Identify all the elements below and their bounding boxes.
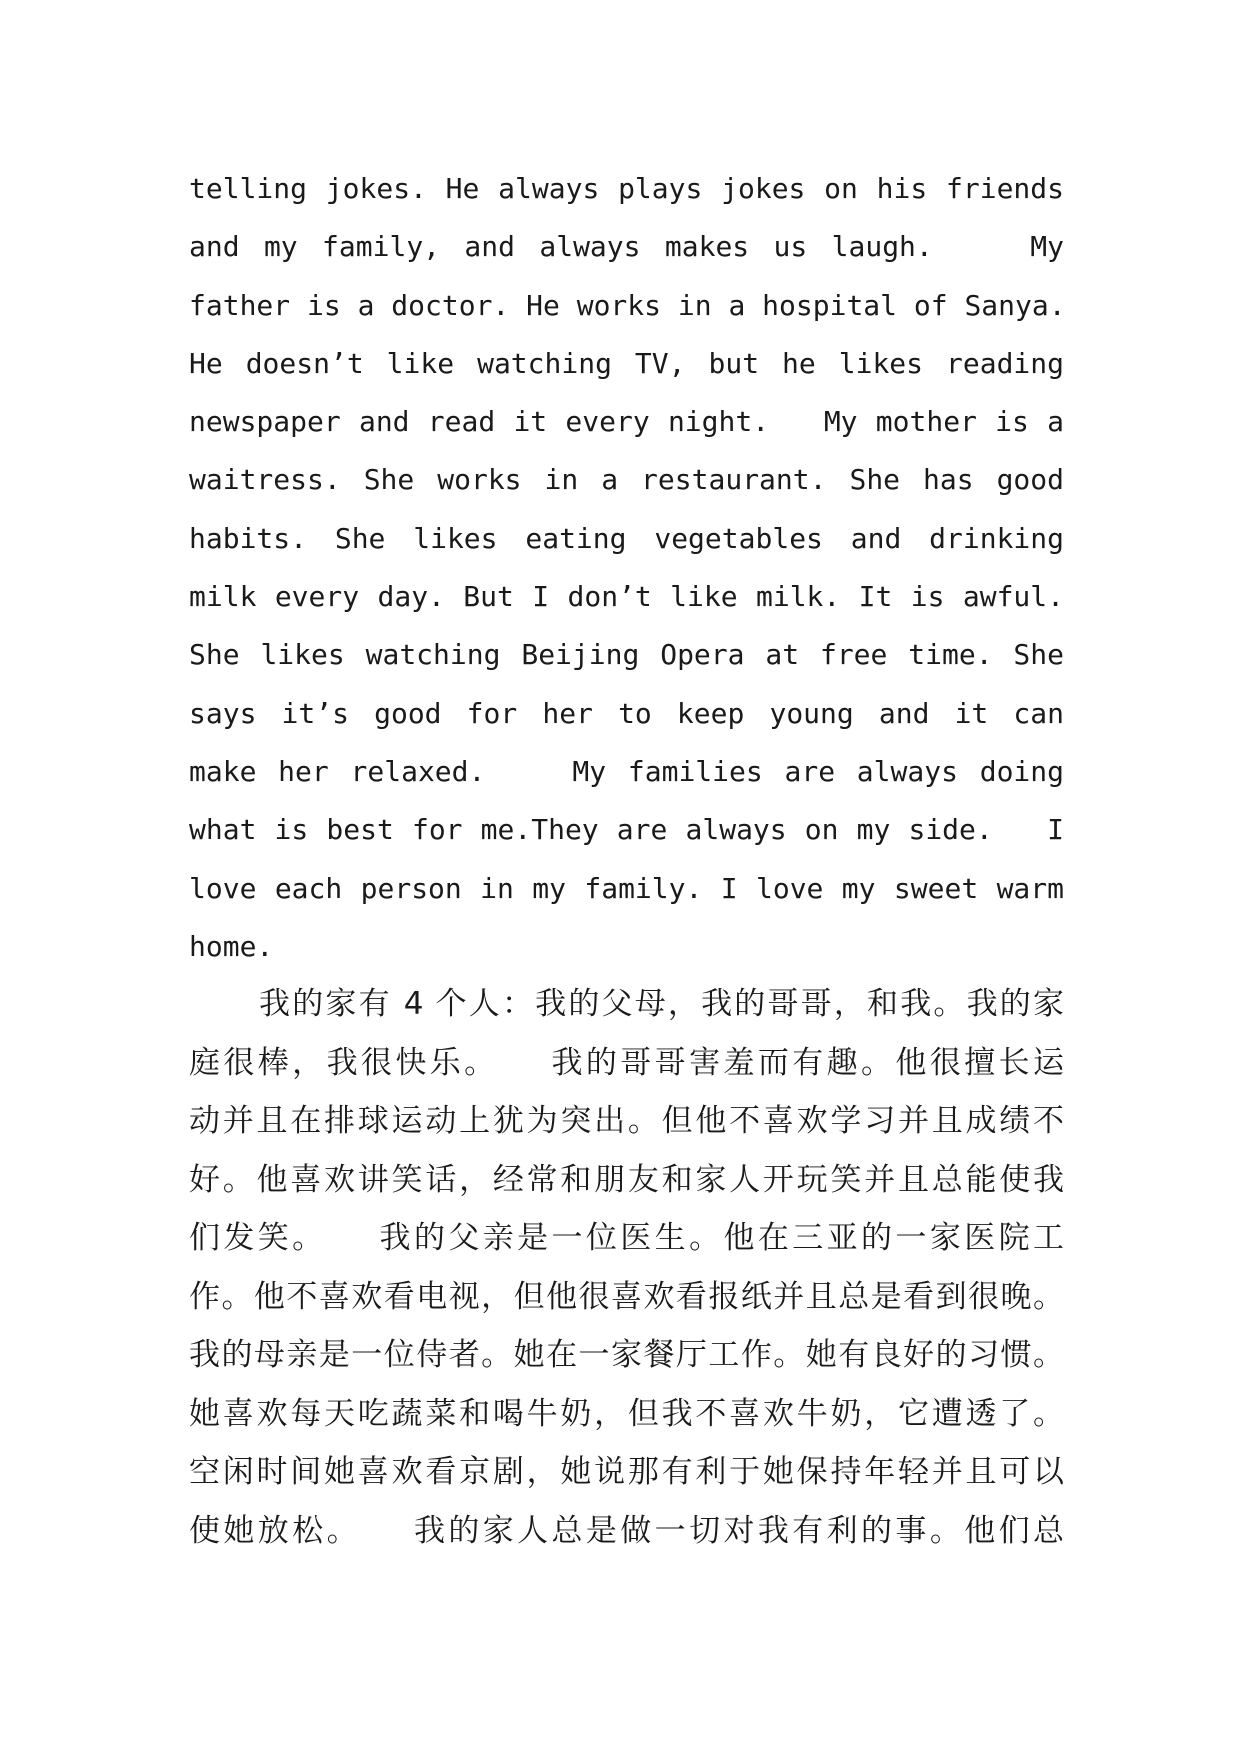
text-line: newspaper and read it every night. My mother is a (189, 405, 1064, 439)
chinese-paragraph (189, 975, 1064, 1560)
text-line: make her relaxed. My families are always doing (189, 754, 1064, 788)
text-line: milk every day. But I don’t like milk. It is awful. (189, 580, 1064, 614)
text-line: what is best for me.They are always on my side. I (189, 813, 1064, 847)
text-line: and my family, and always makes us laugh. My (189, 230, 1064, 264)
text-line: home. (189, 929, 274, 963)
text-line: telling jokes. He always plays jokes on his friends (189, 172, 1064, 205)
text-line: habits. She likes eating vegetables and drinking (189, 521, 1064, 555)
text-line: 使她放松。 我的家人总是做一切对我有利的事。他们总 (189, 1512, 1064, 1549)
text-line: 庭很棒，我很快乐。 我的哥哥害羞而有趣。他很擅长运 (189, 1044, 1064, 1081)
text-line: father is a doctor. He works in a hospital of Sanya. (189, 288, 1066, 322)
text-line: waitress. She works in a restaurant. She has good (189, 463, 1064, 497)
text-line: says it’s good for her to keep young and it can (189, 696, 1064, 730)
text-line: 作。他不喜欢看电视，但他很喜欢看报纸并且总是看到很晚。 (189, 1278, 1064, 1315)
text-line: 们发笑。 我的父亲是一位医生。他在三亚的一家医院工 (189, 1220, 1064, 1256)
text-line: 空闲时间她喜欢看京剧，她说那有利于她保持年轻并且可以 (189, 1454, 1064, 1490)
text-line: She likes watching Beijing Opera at free time. She (189, 638, 1064, 672)
english-paragraph (189, 160, 1064, 976)
text-line: love each person in my family. I love my sweet warm (189, 871, 1064, 905)
text-line: 好。他喜欢讲笑话，经常和朋友和家人开玩笑并且总能使我 (189, 1161, 1064, 1198)
text-line: 我的母亲是一位侍者。她在一家餐厅工作。她有良好的习惯。 (189, 1337, 1064, 1373)
text-line: He doesn’t like watching TV, but he likes reading (189, 346, 1064, 380)
text-line: 她喜欢每天吃蔬菜和喝牛奶，但我不喜欢牛奶，它遭透了。 (189, 1395, 1064, 1432)
text-line: 我的家有 4 个人：我的父母，我的哥哥，和我。我的家 (259, 986, 1064, 1022)
text-line: 动并且在排球运动上犹为突出。但他不喜欢学习并且成绩不 (189, 1103, 1064, 1139)
